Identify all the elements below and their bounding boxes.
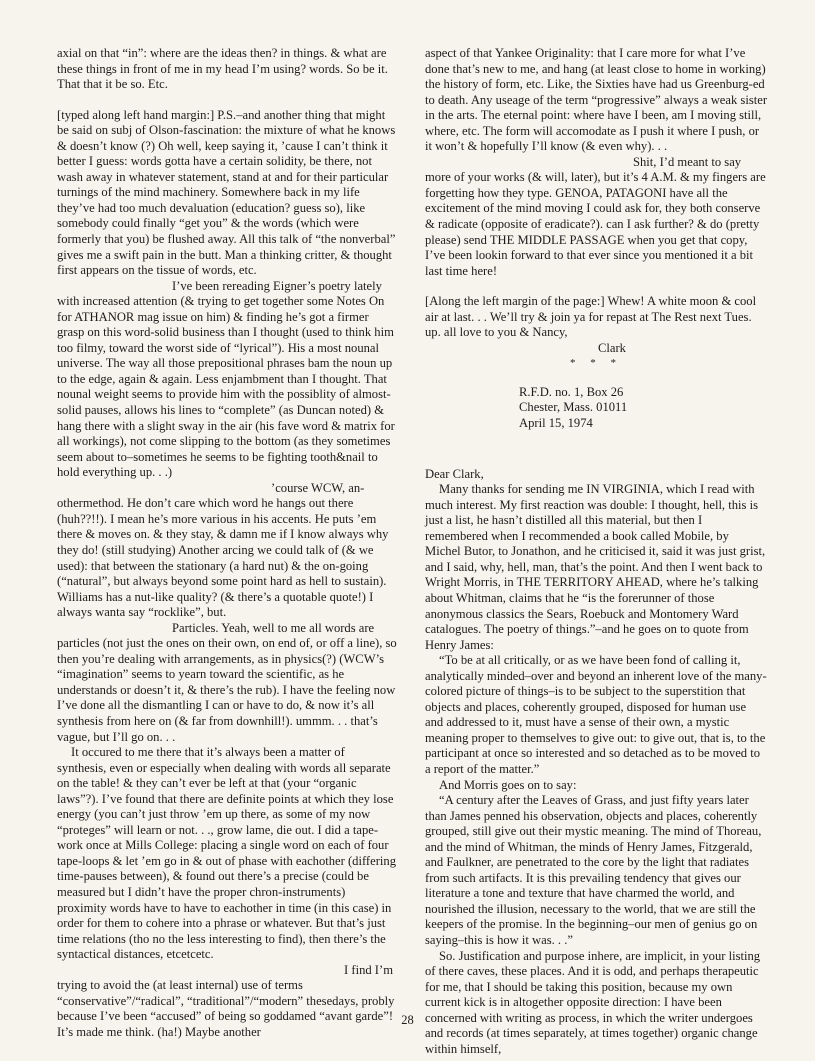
paragraph: Particles. Yeah, well to me all words are particles (not just the ones on their own, on end of, or off a line), so then you’re dealing with arrangements, as in physics(?) (WCW’s “imagination” seems to yearn toward the scientific, as he understands or doesn’t it, & there’s the rub). I have the feeling now I’ve done all the dismantling I can or have to do, & now it’s all synthesis from here on (& far from downhill!). ummm. . . that’s vague, but I’ll go on. . .: [57, 620, 397, 744]
left-column: [57, 46, 397, 1040]
paragraph: [Along the left margin of the page:] Whew! A white moon & cool air at last. . . We’ll try & join ya for repast at The Rest next Tues. up. all love to you & Nancy,: [425, 294, 757, 340]
paragraph: more of your works (& will, later), but it’s 4 A.M. & my fingers are forgetting how they type. GENOA, PATAGONI have all the excitement of the mind moving I could ask for, they both conserve & radicate (opposite of eradicate?). can I ask further? & do (pretty please) send THE MIDDLE PASSAGE when you get that copy, I’ve been lookin forward to that ever since you mentioned it a bit last time here!: [425, 170, 766, 278]
paragraph: I find I’m: [344, 962, 393, 977]
paragraph: Shit, I’d meant to say: [633, 154, 742, 169]
paragraph: So. Justification and purpose inhere, are implicit, in your listing of there caves, these places. And it is odd, and perhaps therapeutic for me, that I should be taking this position, because my own current kick is in altogether opposite direction: I have been concerned with writing as process, in which the writer undergoes and records (at times separately, at times together) organic change within himself,: [425, 948, 761, 1056]
block-quote: “A century after the Leaves of Grass, and just fifty years later than James penned his observation, objects and places, coherently grouped, still give out their mystic meaning. The mind of Thoreau, and the mind of Whitman, the minds of Henry James, Fitzgerald, and Faulkner, are penetrated to the core by the light that radiates from such artifacts. It is this prevailing tendency that gives our literature a tone and texture that have charmed the world, and nourished the illusion, necessary to the world, that we are still the keepers of the promise. In the beginning–our men of genius go on saying–this is how it was. . .”: [425, 793, 762, 947]
paragraph: aspect of that Yankee Originality: that I care more for what I’ve done that’s new to me, and hang (at least close to home in working) the history of form, etc. Like, the Sixties have had us Greenburg-ed to death. Any useage of the term “progressive” always a weak sister in the arts. The eternal point: where have I been, am I moving still, where, etc. The form will accomodate as I push it where I push, or it won’t & hopefully I’ll know (& even why). . .: [425, 46, 768, 154]
section-separator: * * *: [570, 357, 622, 370]
paragraph: It occured to me there that it’s always been a matter of synthesis, even or especially when dealing with words all separate on the table! & they can’t ever be left at that (your “organic laws”?). I’ve found that there are definite points at which they lose energy (you can’t just throw ’em up there, as some of my now “proteges” will learn or not. . ., grow lame, die out. I did a tape-work once at Mills College: placing a single word on each of four tape-loops & let ’em go in & out of phase with eachother (differing time-pauses between), & found out there’s a precise (could be measured but I didn’t have the proper chron-instruments) proximity words have to have to eachother in time (in this case) in order for them to cohere into a phrase or whatever. But that’s just time relations (tho no the less interesting to find), then there’s the syntactical distances, etcetcetc.: [57, 745, 397, 962]
address-block: [425, 385, 767, 432]
paragraph: othermethod. He don’t care which word he hangs out there (huh??!!). I mean he’s more various in his accents. He puts ’em there & moves on. & they stay, & damn me if I know always why they do! (still studying) Another arcing we could talk of (& we used): that between the stationary (a hard nut) & the on-going (“natural”, but always beyond some point hard as hell to sustain). Williams has a nut-like quality? (& there’s a quotable quote!) I always wanta say “rocklike”, but.: [57, 496, 389, 620]
paragraph: And Morris goes on to say:: [439, 777, 577, 792]
paragraph: I’ve been rereading Eigner’s poetry lately with increased attention (& trying to get together some Notes On for ATHANOR mag issue on him) & finding he’s got a firmer grasp on this word-solid business than I thought (used to think him too filmy, toward the worst side of “lyrical”). His a most nounal universe. The way all those prepositional phrases bam the noun up to the edge, again & again. Less enjambment than I thought. That nounal weight seems to provide him with the possiblity of almost-solid pauses, allows his lines to “complete” (as Duncan noted) & hang there with a slight sway in the air (his fave word & matrix for all workings), not come slipping to the bottom (as they sometimes seem about to–sometimes he seems to be fighting tooth&nail to hold everything up. . .): [57, 278, 395, 480]
salutation: Dear Clark,: [425, 466, 484, 481]
address-line: Chester, Mass. 01011: [519, 400, 628, 415]
signature: Clark: [598, 340, 626, 355]
paragraph: trying to avoid the (at least internal) use of terms “conservative”/“radical”, “traditional”/“modern” thesedays, probly because I’ve been “accused” of being so goddamed “avant garde”! It’s made me think. (ha!) Maybe another: [57, 978, 395, 1039]
page-number: 28: [401, 1013, 414, 1027]
paragraph: [typed along left hand margin:] P.S.–and another thing that might be said on subj of Olson-fascination: the mixture of what he knows & doesn’t know (?) Oh well, keep saying it, ’cause I can’t think it better I guess: words gotta have a certain solidity, be there, not wash away in whatever statement, stand at and for their particular turnings of the mind machinery. Somewhere back in my life they’ve had too much devaluation (education? guess so), like somebody could finally “get you” & the words (which were formerly that you) be flushed away. All this talk of “the nonverbal” gives me a swift pain in the butt. Man a thinking critter, & thought first appears on the tissue of words, etc.: [57, 107, 396, 278]
paragraph: axial on that “in”: where are the ideas then? in things. & what are these things in front of me in my head I’m using? words. So be it. That that it be so. Etc.: [57, 46, 388, 92]
block-quote: “To be at all critically, or as we have been fond of calling it, analytically minded–over and beyond an inherent love of the many-colored picture of things–is to be subject to the superstition that objects and places, coherently grouped, disposed for human use and addressed to it, must have a sense of their own, a mystic meaning proper to themselves to give out: to give out, that is, to the participant at once so interested and so detached as to be moved to a report of the matter.”: [425, 653, 767, 776]
right-column: [425, 46, 767, 1057]
paragraph: ’course WCW, an-: [271, 480, 365, 495]
letter-date: April 15, 1974: [519, 416, 593, 431]
address-line: R.F.D. no. 1, Box 26: [519, 384, 624, 399]
paragraph: Many thanks for sending me IN VIRGINIA, which I read with much interest. My first reaction was double: I thought, hell, this is just a list, he hasn’t distilled all this material, but then I remembered when I recommended a book called Mobile, by Michel Butor, to Jonathon, and he criticised it, said it was just grist, and I said, why, hell, man, that’s the point. And then I went back to Wright Morris, in THE TERRITORY AHEAD, where he’s talking about Whitman, claims that he “is the forerunner of those anonymous classics the Sears, Roebuck and Montomery Ward catalogues. The poetry of things.”–and he goes on to quote from Henry James:: [425, 482, 766, 652]
